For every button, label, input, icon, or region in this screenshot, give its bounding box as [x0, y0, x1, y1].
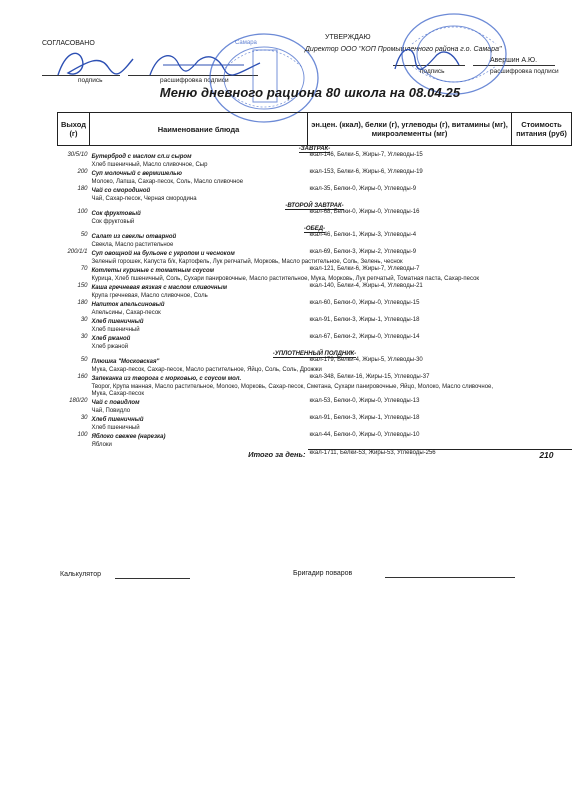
item-ingredients: Чай, Повидло	[91, 408, 131, 414]
agreed-signature-caption: подпись	[78, 77, 103, 84]
menu-item-row	[58, 232, 572, 242]
menu-item-row	[58, 432, 572, 442]
total-nutrition: ккал-1711, Белки-53, Жиры-53, Углеводы-256	[308, 450, 512, 461]
chief-label: Бригадир поваров	[293, 570, 353, 577]
menu-table	[57, 112, 572, 460]
item-output: 70	[80, 266, 88, 272]
item-output: 180/20	[69, 398, 88, 404]
menu-item-ingredients-row	[58, 327, 572, 334]
item-cost	[512, 152, 572, 169]
item-nutrition: ккал-35, Белки-0, Жиры-0, Углеводы-9	[309, 186, 417, 192]
item-nutrition: ккал-121, Белки-6, Жиры-7, Углеводы-7	[309, 266, 420, 272]
section-title: -ОБЕД-	[303, 226, 326, 232]
item-output: 150	[77, 283, 88, 289]
item-name: Запеканка из творога с морковью, с соусом мол.	[91, 376, 242, 382]
calculator-signature-line	[115, 578, 190, 579]
item-cost	[512, 186, 572, 203]
section-title: -ВТОРОЙ ЗАВТРАК-	[285, 203, 344, 209]
item-ingredients: Курица, Хлеб пшеничный, Соль, Сухари панировочные, Масло растительное, Мука, Морковь, Лук репчатый, Томатная паста, Сахар-песок	[91, 276, 480, 282]
item-nutrition: ккал-67, Белки-2, Жиры-0, Углеводы-14	[309, 334, 420, 340]
item-ingredients: Молоко, Лапша, Сахар-песок, Соль, Масло сливочное	[91, 179, 244, 185]
item-name: Хлеб пшеничный	[91, 319, 144, 325]
item-nutrition: ккал-60, Белки-0, Жиры-0, Углеводы-15	[309, 300, 420, 306]
menu-item-row	[58, 266, 572, 276]
header-cost: Стоимость питания (руб)	[512, 113, 572, 146]
item-nutrition: ккал-46, Белки-1, Жиры-3, Углеводы-4	[309, 232, 417, 238]
item-cost	[512, 357, 572, 374]
menu-item-row	[58, 334, 572, 344]
item-name: Суп молочный с вермишелью	[91, 171, 182, 177]
item-output: 30	[80, 317, 88, 323]
item-ingredients: Сок фруктовый	[91, 219, 135, 225]
menu-item-ingredients-row	[58, 310, 572, 317]
menu-item-row	[58, 398, 572, 408]
menu-item-ingredients-row	[58, 408, 572, 415]
table-header-row	[58, 113, 572, 146]
item-name: Чай со смородиной	[91, 188, 151, 194]
item-nutrition: ккал-68, Белки-0, Жиры-0, Углеводы-16	[309, 209, 420, 215]
item-output: 200/1/1	[67, 249, 88, 255]
director-name: Авершин А.Ю.	[490, 57, 538, 64]
item-output: 160	[77, 374, 88, 380]
director-title: Директор ООО "КОП Промышленного района г.о. Самара"	[305, 46, 502, 53]
item-name: Хлеб ржаной	[91, 336, 131, 342]
item-nutrition: ккал-91, Белки-3, Жиры-1, Углеводы-18	[309, 317, 420, 323]
item-cost	[512, 249, 572, 266]
item-ingredients: Яблоки	[91, 442, 112, 448]
calculator-label: Калькулятор	[60, 571, 101, 578]
item-cost	[512, 283, 572, 300]
item-name: Хлеб пшеничный	[91, 417, 144, 423]
page-title: Меню дневного рациона 80 школа на 08.04.25	[159, 85, 461, 100]
item-name: Сок фруктовый	[91, 211, 141, 217]
menu-item-row	[58, 186, 572, 196]
chief-signature-line	[385, 577, 515, 578]
item-output: 180	[77, 300, 88, 306]
item-ingredients: Свекла, Масло растительное	[91, 242, 174, 248]
menu-item-row	[58, 317, 572, 327]
item-name: Суп овощной на бульоне с укропом и чесноком	[91, 251, 235, 257]
menu-item-ingredients-row	[58, 259, 572, 266]
total-row	[58, 450, 572, 461]
item-ingredients: Чай, Сахар-песок, Черная смородина	[91, 196, 197, 202]
item-name: Напиток апельсиновый	[91, 302, 165, 308]
item-nutrition: ккал-348, Белки-16, Жиры-15, Углеводы-37	[309, 374, 430, 380]
stamp-text-center: Самара	[235, 40, 257, 46]
item-cost	[512, 300, 572, 317]
item-ingredients: Хлеб пшеничный, Масло сливочное, Сыр	[91, 162, 208, 168]
item-nutrition: ккал-179, Белки-4, Жиры-5, Углеводы-30	[309, 357, 423, 363]
menu-item-row	[58, 300, 572, 310]
item-cost	[512, 209, 572, 226]
item-nutrition: ккал-53, Белки-0, Жиры-0, Углеводы-13	[309, 398, 420, 404]
total-section	[58, 450, 572, 461]
item-nutrition: ккал-140, Белки-4, Жиры-4, Углеводы-21	[309, 283, 423, 289]
item-output: 50	[80, 232, 88, 238]
item-output: 50	[80, 357, 88, 363]
menu-item-ingredients-row	[58, 276, 572, 283]
item-ingredients: Зеленый горошек, Капуста б/к, Картофель, Лук репчатый, Морковь, Масло растительное, Соль, Зелень, чеснок	[91, 259, 403, 265]
section-title: -УПЛОТНЕННЫЙ ПОЛДНИК-	[272, 351, 357, 357]
item-cost	[512, 266, 572, 283]
menu-item-row	[58, 415, 572, 425]
menu-item-ingredients-row	[58, 242, 572, 249]
item-ingredients: Крупа гречневая, Масло сливочное, Соль	[91, 293, 208, 299]
item-cost	[512, 415, 572, 432]
agreed-decode-caption: расшифровка подписи	[160, 77, 229, 84]
item-cost	[512, 169, 572, 186]
item-cost	[512, 432, 572, 450]
item-name: Чай с повидлом	[91, 400, 140, 406]
item-cost	[512, 374, 572, 398]
item-cost	[512, 232, 572, 249]
item-nutrition: ккал-69, Белки-3, Жиры-2, Углеводы-9	[309, 249, 417, 255]
header-nutrition: эн.цен. (ккал), белки (г), углеводы (г), витамины (мг), микроэлементы (мг)	[308, 113, 512, 146]
item-name: Плюшка "Московская"	[91, 359, 160, 365]
menu-item-ingredients-row	[58, 425, 572, 432]
menu-item-ingredients-row	[58, 384, 572, 398]
menu-item-row	[58, 152, 572, 162]
item-nutrition: ккал-44, Белки-0, Жиры-0, Углеводы-10	[309, 432, 420, 438]
menu-item-ingredients-row	[58, 179, 572, 186]
header-name: Наименование блюда	[90, 113, 308, 146]
item-ingredients: Мука, Сахар-песок, Сахар-песок, Масло растительное, Яйцо, Соль, Соль, Дрожжи	[91, 367, 322, 373]
menu-item-ingredients-row	[58, 442, 572, 450]
item-name: Каша гречневая вязкая с маслом сливочным	[91, 285, 228, 291]
item-name: Салат из свеклы отварной	[91, 234, 177, 240]
item-ingredients: Творог, Крупа манная, Масло растительное, Молоко, Морковь, Сахар-песок, Сметана, Сухари панировочные, Яйцо, Молоко, Масло сливочное, Мука, Сахар-песок	[91, 384, 494, 397]
item-output: 100	[77, 432, 88, 438]
agreed-label: СОГЛАСОВАНО	[42, 40, 95, 47]
item-ingredients: Апельсины, Сахар-песок	[91, 310, 161, 316]
item-nutrition: ккал-146, Белки-5, Жиры-7, Углеводы-15	[309, 152, 423, 158]
menu-item-ingredients-row	[58, 344, 572, 351]
item-output: 30/5/10	[67, 152, 88, 158]
menu-item-row	[58, 209, 572, 219]
item-ingredients: Хлеб пшеничный	[91, 425, 140, 431]
item-output: 100	[77, 209, 88, 215]
item-nutrition: ккал-91, Белки-3, Жиры-1, Углеводы-18	[309, 415, 420, 421]
header-output: Выход (г)	[58, 113, 90, 146]
approved-label: УТВЕРЖДАЮ	[325, 34, 371, 41]
menu-item-ingredients-row	[58, 367, 572, 374]
item-output: 30	[80, 415, 88, 421]
menu-item-row	[58, 283, 572, 293]
item-nutrition: ккал-153, Белки-6, Жиры-6, Углеводы-19	[309, 169, 423, 175]
item-name: Бутерброд с маслом сл.и сыром	[91, 154, 192, 160]
total-label: Итого за день:	[248, 449, 306, 459]
menu-item-ingredients-row	[58, 219, 572, 226]
menu-item-ingredients-row	[58, 293, 572, 300]
total-cost: 210	[512, 450, 572, 461]
menu-item-row	[58, 357, 572, 367]
approved-decode-caption: расшифровка подписи	[490, 68, 559, 75]
item-ingredients: Хлеб ржаной	[91, 344, 129, 350]
menu-item-row	[58, 249, 572, 259]
item-ingredients: Хлеб пшеничный	[91, 327, 140, 333]
item-cost	[512, 398, 572, 415]
item-output: 30	[80, 334, 88, 340]
item-cost	[512, 334, 572, 351]
item-name: Котлеты куриные с томатным соусом	[91, 268, 215, 274]
menu-item-row	[58, 374, 572, 384]
menu-body	[58, 146, 572, 450]
menu-item-row	[58, 169, 572, 179]
menu-item-ingredients-row	[58, 162, 572, 169]
item-cost	[512, 317, 572, 334]
item-output: 200	[77, 169, 88, 175]
menu-item-ingredients-row	[58, 196, 572, 203]
approved-signature-caption: подпись	[420, 68, 445, 75]
section-title: -ЗАВТРАК-	[298, 146, 331, 152]
item-name: Яблоко свежее (нарезка)	[91, 434, 166, 440]
item-output: 180	[77, 186, 88, 192]
